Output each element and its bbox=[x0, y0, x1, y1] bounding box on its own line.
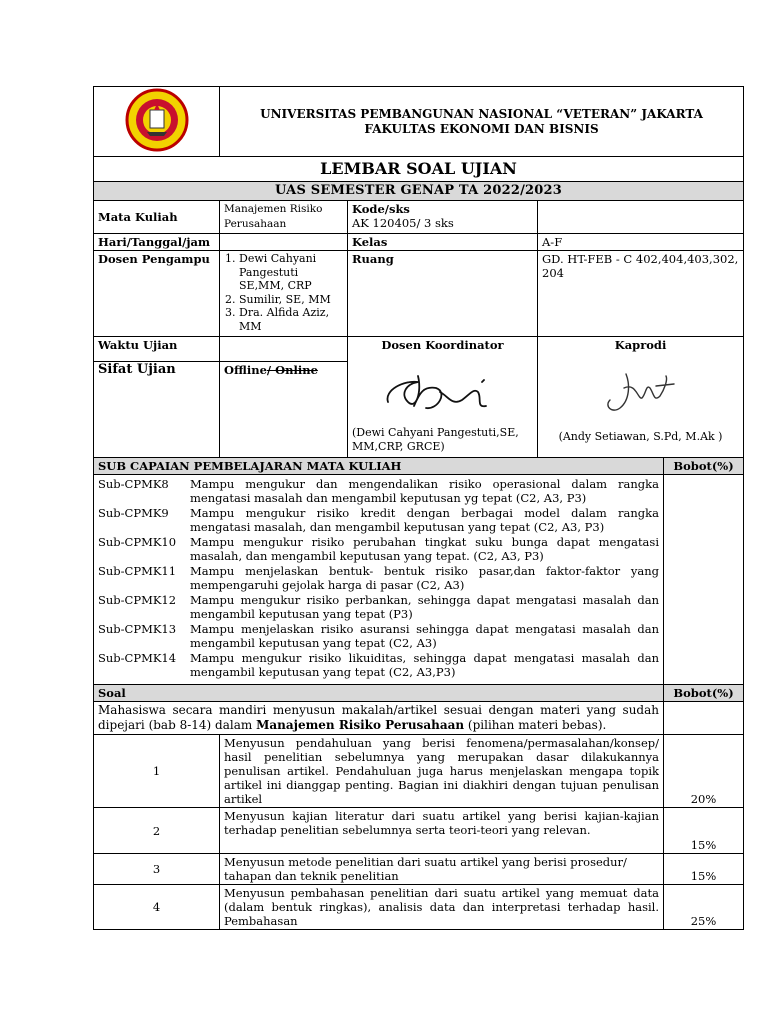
kaprodi-name: (Andy Setiawan, S.Pd, M.Ak ) bbox=[558, 430, 723, 443]
dosen-list bbox=[224, 252, 343, 333]
university-logo-icon bbox=[114, 88, 200, 152]
sifat-offline: Offline bbox=[224, 363, 267, 377]
soal-text: Menyusun pendahuluan yang berisi fenomena/permasalahan/konsep/ hasil penelitian sebelumnya yang merupakan dasar dilakukannya penulisan artikel. Pendahuluan juga harus menjelaskan mengapa topik artikel ini dianggap penting. Bagian ini diakhiri dengan tujuan penulisan artikel bbox=[220, 735, 664, 808]
soal-intro-course: Manajemen Risiko Perusahaan bbox=[256, 718, 465, 732]
list-item bbox=[98, 593, 659, 622]
header-title-cell bbox=[220, 87, 744, 157]
cpmk-bobot-label: Bobot(%) bbox=[664, 458, 744, 475]
list-item bbox=[98, 622, 659, 651]
koordinator-label: Dosen Koordinator bbox=[381, 338, 504, 352]
list-item bbox=[98, 506, 659, 535]
cpmk-code: Sub-CPMK9 bbox=[98, 506, 169, 520]
cpmk-list-cell bbox=[94, 475, 664, 685]
cpmk-text: Mampu mengukur dan mengendalikan risiko operasional dalam rangka mengatasi masalah dan mengambil keputusan yg tepat (C2, A3, P3) bbox=[190, 477, 659, 505]
sifat-value-cell bbox=[220, 362, 348, 458]
cpmk-code: Sub-CPMK14 bbox=[98, 651, 177, 665]
table-row bbox=[94, 885, 744, 930]
hari-label: Hari/Tanggal/jam bbox=[94, 234, 220, 251]
dosen-label: Dosen Pengampu bbox=[94, 251, 220, 337]
cpmk-code: Sub-CPMK12 bbox=[98, 593, 177, 607]
cpmk-code: Sub-CPMK10 bbox=[98, 535, 177, 549]
kaprodi-label: Kaprodi bbox=[614, 338, 667, 352]
ruang-label: Ruang bbox=[348, 251, 538, 337]
waktu-value bbox=[220, 337, 348, 362]
exam-sheet bbox=[93, 86, 743, 930]
soal-intro-bobot bbox=[664, 702, 744, 735]
dosen-item: 2. Sumilir, SE, MM bbox=[239, 293, 343, 307]
cpmk-header: SUB CAPAIAN PEMBELAJARAN MATA KULIAH bbox=[94, 458, 664, 475]
waktu-label: Waktu Ujian bbox=[94, 337, 220, 362]
logo-cell bbox=[94, 87, 220, 157]
cpmk-text: Mampu menjelaskan risiko asuransi sehingga dapat mengatasi masalah dan mengambil keputusan yang tepat (C2, A3) bbox=[190, 622, 659, 650]
cpmk-list bbox=[98, 477, 659, 680]
sifat-label: Sifat Ujian bbox=[94, 362, 220, 458]
mata-kuliah-value: Manajemen Risiko Perusahaan bbox=[220, 201, 348, 234]
exam-table bbox=[93, 86, 744, 930]
soal-bobot: 25% bbox=[664, 885, 744, 930]
kaprodi-signature-icon bbox=[596, 364, 686, 422]
sifat-online: / Online bbox=[266, 363, 318, 377]
soal-no: 3 bbox=[94, 854, 220, 885]
kode-value: AK 120405/ 3 sks bbox=[352, 216, 454, 230]
koordinator-cell bbox=[348, 337, 538, 458]
kode-cell bbox=[348, 201, 538, 234]
soal-bobot: 15% bbox=[664, 808, 744, 854]
soal-bobot: 15% bbox=[664, 854, 744, 885]
university-name: UNIVERSITAS PEMBANGUNAN NASIONAL “VETERAN” JAKARTA bbox=[260, 106, 703, 121]
koordinator-name: (Dewi Cahyani Pangestuti,SE, MM,CRP, GRCE) bbox=[352, 426, 519, 453]
dosen-list-cell bbox=[220, 251, 348, 337]
dosen-item: 3. Dra. Alfida Aziz, MM bbox=[239, 306, 343, 333]
soal-text: Menyusun metode penelitian dari suatu artikel yang berisi prosedur/ tahapan dan teknik penelitian bbox=[220, 854, 664, 885]
soal-bobot-label: Bobot(%) bbox=[664, 685, 744, 702]
sheet-subtitle: UAS SEMESTER GENAP TA 2022/2023 bbox=[94, 182, 744, 201]
table-row bbox=[94, 808, 744, 854]
soal-intro-text: Mahasiswa secara mandiri menyusun makalah/artikel sesuai dengan materi yang sudah dipejari (bab 8-14) dalam bbox=[98, 703, 659, 732]
mata-kuliah-label: Mata Kuliah bbox=[94, 201, 220, 234]
soal-text: Menyusun kajian literatur dari suatu artikel yang berisi kajian-kajian terhadap penelitian sebelumnya serta teori-teori yang relevan. bbox=[220, 808, 664, 854]
cpmk-code: Sub-CPMK11 bbox=[98, 564, 177, 578]
cpmk-code: Sub-CPMK8 bbox=[98, 477, 169, 491]
dosen-item: 1. Dewi Cahyani Pangestuti SE,MM, CRP bbox=[239, 252, 343, 293]
cpmk-bobot-value bbox=[664, 475, 744, 685]
kelas-label: Kelas bbox=[348, 234, 538, 251]
cpmk-code: Sub-CPMK13 bbox=[98, 622, 177, 636]
ruang-value: GD. HT-FEB - C 402,404,403,302, 204 bbox=[538, 251, 744, 337]
list-item bbox=[98, 477, 659, 506]
kelas-value: A-F bbox=[538, 234, 744, 251]
table-row bbox=[94, 854, 744, 885]
soal-no: 2 bbox=[94, 808, 220, 854]
list-item bbox=[98, 564, 659, 593]
soal-header: Soal bbox=[94, 685, 664, 702]
cpmk-text: Mampu mengukur risiko perubahan tingkat suku bunga dapat mengatasi masalah, dan mengambil keputusan yang tepat. (C2, A3, P3) bbox=[190, 535, 659, 563]
soal-bobot: 20% bbox=[664, 735, 744, 808]
kaprodi-cell bbox=[538, 337, 744, 458]
soal-text: Menyusun pembahasan penelitian dari suatu artikel yang memuat data (dalam bentuk ringkas), analisis data dan interpretasi terhadap hasil. Pembahasan bbox=[220, 885, 664, 930]
soal-no: 1 bbox=[94, 735, 220, 808]
soal-no: 4 bbox=[94, 885, 220, 930]
cpmk-text: Mampu mengukur risiko kredit dengan berbagai model dalam rangka mengatasi masalah, dan mengambil keputusan yang tepat (C2, A3, P3) bbox=[190, 506, 659, 534]
cpmk-text: Mampu mengukur risiko likuiditas, sehingga dapat mengatasi masalah dan mengambil keputusan yang tepat (C2, A3,P3) bbox=[190, 651, 659, 679]
list-item bbox=[98, 651, 659, 680]
cpmk-text: Mampu menjelaskan bentuk- bentuk risiko pasar,dan faktor-faktor yang mempengaruhi gejolak harga di pasar (C2, A3) bbox=[190, 564, 659, 592]
soal-intro-text-end: (pilihan materi bebas). bbox=[464, 718, 607, 732]
kode-extra-cell bbox=[538, 201, 744, 234]
soal-intro bbox=[94, 702, 664, 735]
hari-value bbox=[220, 234, 348, 251]
faculty-name: FAKULTAS EKONOMI DAN BISNIS bbox=[364, 121, 599, 136]
koordinator-signature-icon bbox=[378, 362, 508, 424]
kode-label: Kode/sks bbox=[352, 202, 410, 216]
table-row bbox=[94, 735, 744, 808]
list-item bbox=[98, 535, 659, 564]
cpmk-text: Mampu mengukur risiko perbankan, sehingga dapat mengatasi masalah dan mengambil keputusan yang tepat (P3) bbox=[190, 593, 659, 621]
sheet-title: LEMBAR SOAL UJIAN bbox=[94, 157, 744, 182]
